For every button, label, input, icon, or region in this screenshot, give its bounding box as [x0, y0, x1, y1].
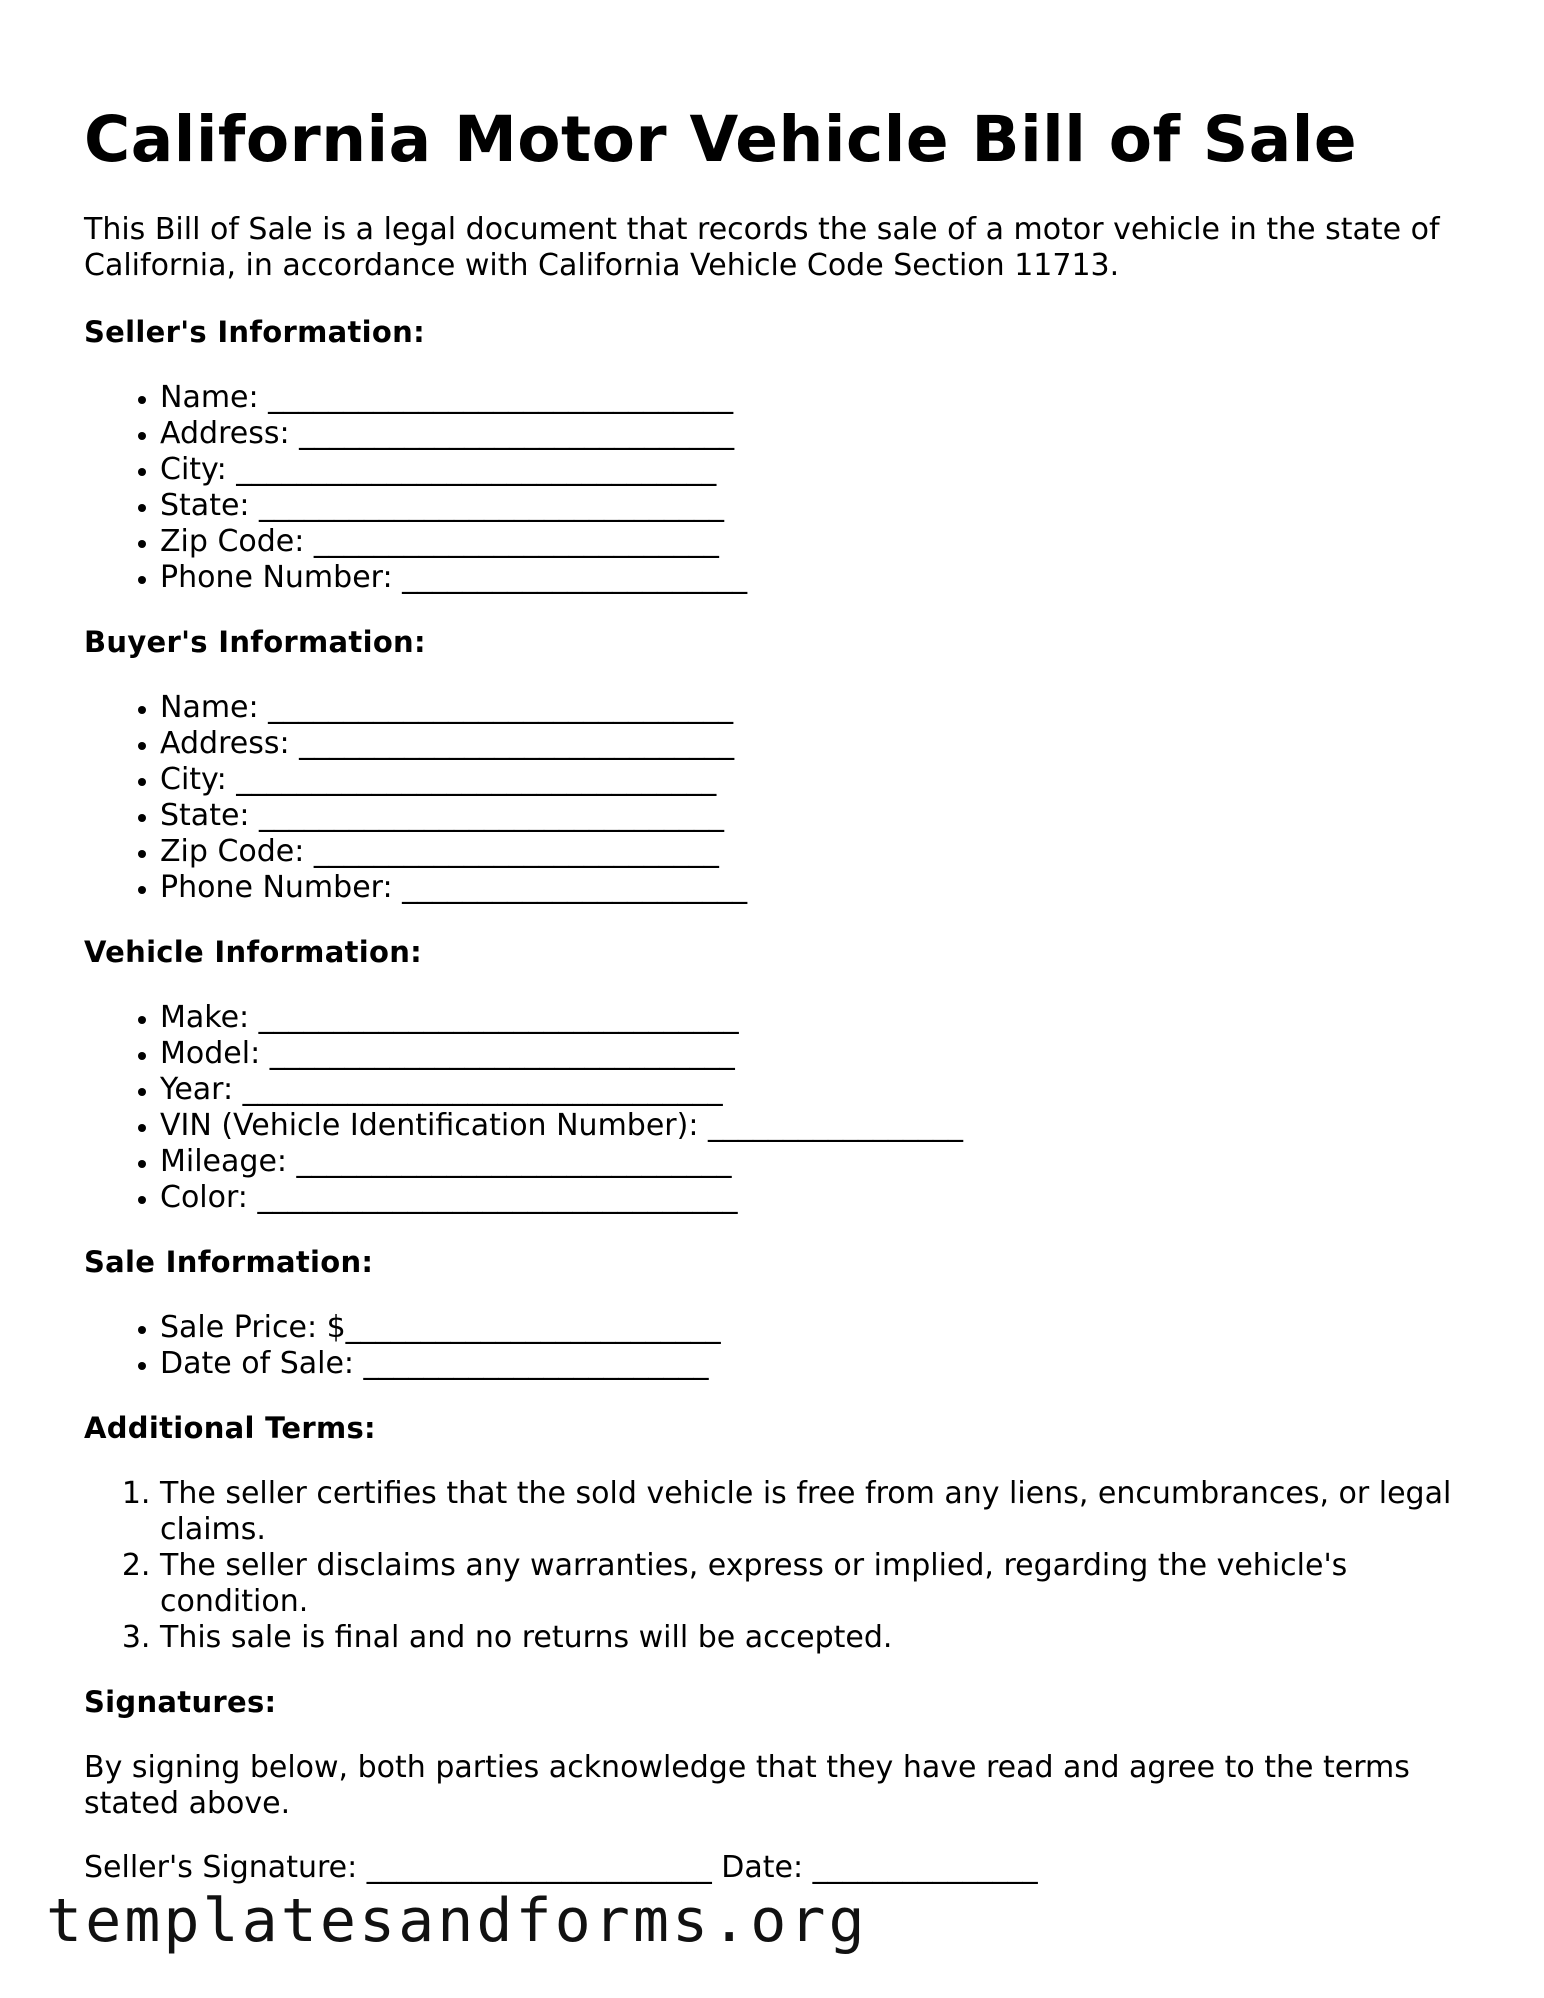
- buyer-list: [84, 690, 1464, 906]
- buyer-zip-field[interactable]: • Zip Code: ___________________________: [160, 834, 1464, 870]
- terms-list: [84, 1476, 1464, 1656]
- seller-state-field[interactable]: • State: _______________________________: [160, 488, 1464, 524]
- seller-list: [84, 380, 1464, 596]
- vehicle-mileage-field[interactable]: • Mileage: _____________________________: [160, 1144, 1464, 1180]
- seller-city-field[interactable]: • City: ________________________________: [160, 452, 1464, 488]
- intro-paragraph: This Bill of Sale is a legal document that records the sale of a motor vehicle in the state of California, in accordance with California Vehicle Code Section 11713.: [84, 212, 1440, 283]
- vehicle-model-field[interactable]: • Model: _______________________________: [160, 1036, 1464, 1072]
- seller-name-field[interactable]: • Name: _______________________________: [160, 380, 1464, 416]
- sale-date-field[interactable]: • Date of Sale: _______________________: [160, 1346, 1464, 1382]
- sale-heading: Sale Information:: [84, 1245, 374, 1279]
- seller-zip-field[interactable]: • Zip Code: ___________________________: [160, 524, 1464, 560]
- vehicle-list: [84, 1000, 1464, 1216]
- seller-phone-field[interactable]: • Phone Number: _______________________: [160, 560, 1464, 596]
- vehicle-year-field[interactable]: • Year: ________________________________: [160, 1072, 1464, 1108]
- terms-heading: Additional Terms:: [84, 1411, 376, 1445]
- vehicle-color-field[interactable]: • Color: ________________________________: [160, 1180, 1464, 1216]
- buyer-city-field[interactable]: • City: ________________________________: [160, 762, 1464, 798]
- buyer-name-field[interactable]: • Name: _______________________________: [160, 690, 1464, 726]
- buyer-state-field[interactable]: • State: _______________________________: [160, 798, 1464, 834]
- term-item: 1. The seller certifies that the sold vehicle is free from any liens, encumbrances, or legal claims.: [160, 1476, 1464, 1548]
- vehicle-vin-field[interactable]: • VIN (Vehicle Identification Number): _________________: [160, 1108, 1464, 1144]
- sale-price-field[interactable]: • Sale Price: $_________________________: [160, 1310, 1464, 1346]
- buyer-address-field[interactable]: • Address: _____________________________: [160, 726, 1464, 762]
- vehicle-heading: Vehicle Information:: [84, 935, 423, 969]
- term-item: 2. The seller disclaims any warranties, express or implied, regarding the vehicle's condition.: [160, 1548, 1464, 1620]
- term-item: 3. This sale is final and no returns will be accepted.: [160, 1620, 1464, 1656]
- document-page: [84, 100, 1464, 1886]
- seller-heading: Seller's Information:: [84, 315, 425, 349]
- buyer-phone-field[interactable]: • Phone Number: _______________________: [160, 870, 1464, 906]
- seller-signature-line[interactable]: Seller's Signature: _______________________ Date: _______________: [84, 1850, 1038, 1885]
- vehicle-make-field[interactable]: • Make: ________________________________: [160, 1000, 1464, 1036]
- signatures-heading: Signatures:: [84, 1685, 277, 1719]
- page-title: California Motor Vehicle Bill of Sale: [84, 103, 1358, 176]
- seller-address-field[interactable]: • Address: _____________________________: [160, 416, 1464, 452]
- signatures-statement: By signing below, both parties acknowledge that they have read and agree to the terms stated above.: [84, 1750, 1410, 1821]
- sale-list: [84, 1310, 1464, 1382]
- buyer-heading: Buyer's Information:: [84, 625, 426, 659]
- watermark: templatesandforms.org: [46, 1886, 868, 1956]
